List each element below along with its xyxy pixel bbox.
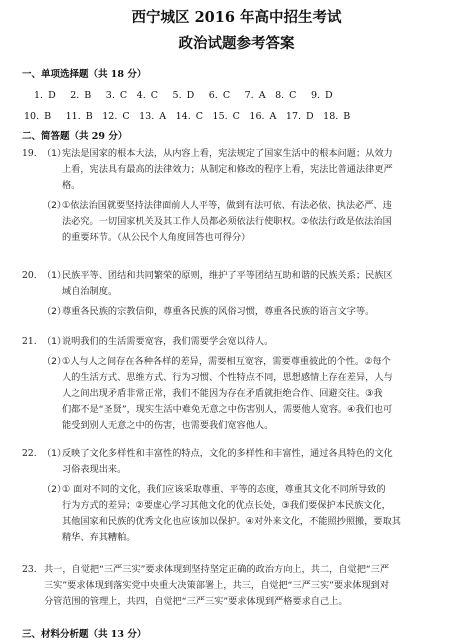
q22-part-2 — [42, 482, 452, 546]
section-1-heading: 一、单项选择题（共 18 分） — [22, 69, 147, 80]
q19-part-1 — [42, 146, 452, 194]
question-23 — [22, 562, 452, 610]
section-3-heading: 三、材料分析题（共 13 分） — [22, 629, 147, 640]
answer-line: 人之间出现矛盾非常正常，我们不能因为存在矛盾就拒绝合作、回避交往。③我 — [62, 388, 383, 399]
answer-line: 们都不是“圣贤”，现实生活中难免无意之中伤害别人，需要他人宽容。④我们也可 — [62, 404, 393, 415]
answer-line: 尊重各民族的宗教信仰，尊重各民族的风俗习惯，尊重各民族的语言文字等。 — [62, 306, 375, 317]
answer-line: ① 面对不同的文化，我们应该采取尊重、平等的态度，尊重其文化不同所导致的 — [62, 484, 386, 495]
answer-line: 民族平等、团结和共同繁荣的原则，维护了平等团结互助和谐的民族关系；民族区 — [62, 270, 393, 281]
q21-part-1 — [42, 334, 452, 350]
answer-line: 精华、弃其糟粕。 — [62, 532, 136, 543]
answer-line: 说明我们的生活需要宽容，我们需要学会宽以待人。 — [62, 336, 274, 347]
answer-line: ①依法治国就要坚持法律面前人人平等，做到有法可依、有法必依、执法必严、违 — [62, 200, 392, 211]
question-number: 20. — [22, 270, 37, 281]
mc-answers-row-1: 1. D 2. B 3. C 4. C 5. D 6. C 7. A 8. C 9. D — [34, 90, 333, 101]
answer-line: 三实”要求体现到落实党中央重大决策部署上，共三，自觉把“三严三实”要求体现到对 — [44, 580, 390, 591]
question-number: 22. — [22, 448, 37, 459]
part-tag: （1） — [42, 336, 67, 347]
exam-subtitle: 政治试题参考答案 — [178, 35, 295, 52]
part-tag: （2） — [42, 484, 67, 495]
answer-line: 域自治制度。 — [62, 286, 118, 297]
answer-line: 反映了文化多样性和丰富性的特点，文化的多样性和丰富性，通过各具特色的文化 — [62, 448, 393, 459]
answer-line: 习俗表现出来。 — [62, 464, 127, 475]
answer-line: 分管范围的管理上，共四，自觉把“三严三实”要求体现到严格要求自己上。 — [44, 596, 348, 607]
answer-line: 上看，宪法具有最高的法律效力；从制定和修改的程序上看，宪法比普通法律更严 — [62, 164, 393, 175]
question-19 — [22, 146, 452, 246]
answer-line: 法必究。一切国家机关及其工作人员都必须依法行使职权。②依法行政是依法治国 — [62, 216, 392, 227]
q22-part-1 — [42, 446, 452, 478]
answer-line: 其他国家和民族的优秀文化也应该加以保护。④对外来文化，不能照抄照搬，要取其 — [62, 516, 401, 527]
q19-part-2 — [42, 198, 452, 246]
question-20 — [22, 268, 452, 320]
part-tag: （2） — [42, 306, 67, 317]
part-tag: （2） — [42, 356, 67, 367]
question-number: 21. — [22, 336, 37, 347]
mc-answers-row-2: 10. B 11. B 12. C 13. A 14. C 15. C 16. A 17. D 18. B — [24, 111, 351, 122]
part-tag: （1） — [42, 270, 67, 281]
answer-line: 共一，自觉把“三严三实”要求体现到坚持坚定正确的政治方向上，共二，自觉把“三严 — [44, 564, 390, 575]
answer-line: 能受到别人无意之中的伤害，也需要我们宽容他人。 — [62, 420, 274, 431]
answer-line: 格。 — [62, 180, 81, 191]
part-tag: （1） — [42, 148, 67, 159]
part-tag: （2） — [42, 200, 67, 211]
q21-part-2 — [42, 354, 452, 434]
q20-part-2 — [42, 304, 452, 320]
part-tag: （1） — [42, 448, 67, 459]
answer-line: 宪法是国家的根本大法，从内容上看，宪法规定了国家生活中的根本问题；从效力 — [62, 148, 393, 159]
answer-line: 行为方式的差异；②要虚心学习其他文化的优点长处，③我们要保护本民族文化， — [62, 500, 391, 511]
question-number: 19. — [22, 148, 37, 159]
q20-part-1 — [42, 268, 452, 300]
answer-line: ①人与人之间存在各种各样的差异，需要相互宽容，需要尊重彼此的个性。②每个 — [62, 356, 391, 367]
section-2-heading: 二、简答题（共 29 分） — [22, 131, 128, 142]
answer-line: 的重要环节。（从公民个人角度回答也可得分） — [62, 232, 251, 243]
question-number: 23. — [22, 564, 37, 575]
exam-title: 西宁城区 2016 年高中招生考试 — [131, 9, 342, 26]
question-21 — [22, 334, 452, 434]
answer-line: 人的生活方式、思维方式、行为习惯、个性特点不同，思想感情上存在差异，人与 — [62, 372, 393, 383]
question-22 — [22, 446, 452, 546]
